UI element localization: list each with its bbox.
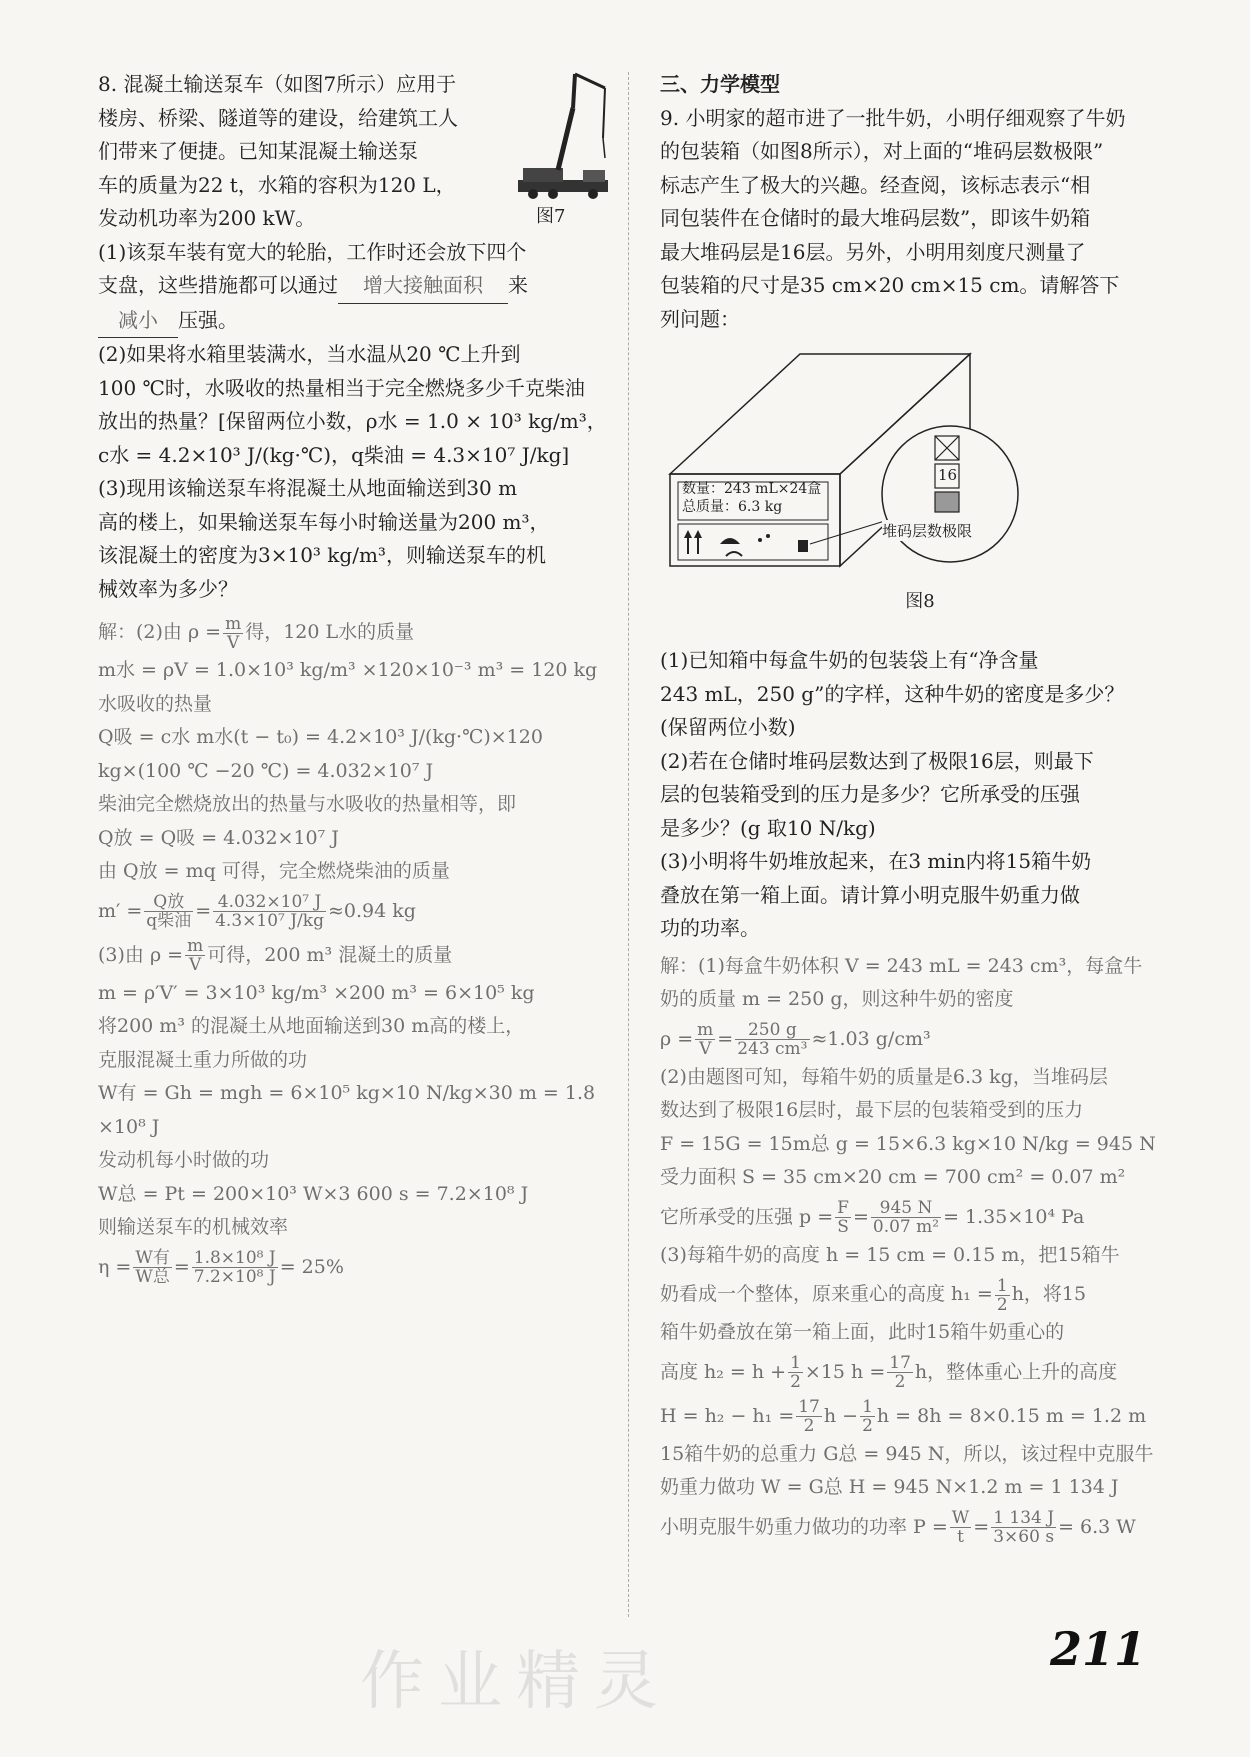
numerator: W有 — [135, 1248, 170, 1268]
solution-line — [660, 1017, 1180, 1061]
text: = — [173, 1255, 190, 1278]
q9-solution — [660, 950, 1180, 1549]
fraction — [788, 1354, 803, 1391]
solution-line: 解：(1)每盒牛奶体积 V = 243 mL = 243 cm³，每盒牛 — [660, 954, 1143, 977]
text: H = h₂ − h₁ = — [660, 1404, 795, 1427]
q8-part2-line: 100 ℃时，水吸收的热量相当于完全燃烧多少千克柴油 — [98, 375, 585, 400]
fraction — [133, 1249, 171, 1286]
fill-blank-answer: 增大接触面积 — [338, 269, 508, 304]
solution-line — [660, 1272, 1180, 1316]
q9-stem-line: 标志产生了极大的兴趣。经查阅，该标志表示“相 — [660, 172, 1091, 197]
milk-box-figure — [660, 344, 1180, 644]
numerator: 1.8×10⁸ J — [193, 1248, 276, 1268]
text: h − — [823, 1404, 859, 1427]
text: 压强。 — [178, 307, 238, 332]
solution-line: Q放 = Q吸 = 4.032×10⁷ J — [98, 826, 339, 849]
solution-line: 将200 m³ 的混凝土从地面输送到30 m高的楼上， — [98, 1015, 525, 1037]
solution-line — [660, 1394, 1180, 1438]
solution-line: ×10⁸ J — [98, 1115, 160, 1138]
q9-stem-line: 9. 小明家的超市进了一批牛奶，小明仔细观察了牛奶 — [660, 105, 1126, 130]
text: ≈0.94 kg — [327, 899, 416, 922]
q8-stem-line: 们带来了便捷。已知某混凝土输送泵 — [98, 139, 418, 163]
text: = 25% — [279, 1255, 344, 1278]
solution-line — [98, 610, 618, 654]
text: m′ = — [98, 899, 143, 922]
fraction — [991, 1509, 1056, 1546]
column-divider — [628, 72, 629, 1617]
solution-line: m水 = ρV = 1.0×10³ kg/m³ ×120×10⁻³ m³ = 120 kg — [98, 659, 598, 681]
fraction — [144, 893, 193, 930]
text: 奶看成一个整体，原来重心的高度 h₁ = — [660, 1283, 993, 1305]
numerator: m — [225, 613, 242, 634]
denominator: q柴油 — [146, 911, 192, 931]
solution-line: m = ρ′V′ = 3×10³ kg/m³ ×200 m³ = 6×10⁵ kg — [98, 981, 535, 1004]
stack-limit-label: 堆码层数极限 — [882, 522, 973, 540]
text: h，整体重心上升的高度 — [914, 1360, 1118, 1383]
figure-7-caption: 图7 — [536, 206, 566, 227]
fraction — [950, 1509, 971, 1546]
text: h = 8h = 8×0.15 m = 1.2 m — [876, 1404, 1147, 1427]
q9-part1-line: (保留两位小数) — [660, 715, 796, 739]
watermark: 作业精灵 — [360, 1645, 672, 1719]
numerator: 17 — [798, 1397, 820, 1417]
q9-part3-line: 叠放在第一箱上面。请计算小明克服牛奶重力做 — [660, 882, 1080, 907]
numerator: m — [187, 936, 204, 956]
text: = 1.35×10⁴ Pa — [943, 1205, 1085, 1228]
quantity-label: 数量：243 mL×24盒 — [682, 481, 822, 497]
solution-line: 水吸收的热量 — [98, 692, 213, 715]
denominator: V — [227, 632, 240, 653]
milk-box-drawing — [660, 344, 1180, 584]
q9-stem-line: 包装箱的尺寸是35 cm×20 cm×15 cm。请解答下 — [660, 273, 1120, 297]
q8-stem-line: 车的质量为22 t，水箱的容积为120 L， — [98, 172, 456, 197]
fraction — [887, 1354, 913, 1391]
text: = 6.3 W — [1058, 1515, 1136, 1538]
numerator: 17 — [889, 1353, 911, 1373]
fraction — [835, 1199, 851, 1236]
solution-line — [98, 889, 618, 933]
fraction — [192, 1249, 278, 1286]
text: = — [852, 1205, 869, 1228]
denominator: V — [699, 1039, 712, 1059]
text: = — [717, 1027, 734, 1050]
solution-line: 数达到了极限16层时，最下层的包装箱受到的压力 — [660, 1099, 1084, 1121]
page-number: 211 — [1050, 1622, 1147, 1676]
q8-part2-line: c水 = 4.2×10³ J/(kg·℃)，q柴油 = 4.3×10⁷ J/kg] — [98, 442, 570, 467]
denominator: S — [837, 1217, 849, 1237]
q8-part3-line: 械效率为多少？ — [98, 576, 238, 601]
solution-line: 奶重力做功 W = G总 H = 945 N×1.2 m = 1 134 J — [660, 1476, 1119, 1498]
fraction — [185, 937, 205, 974]
fill-blank-answer: 减小 — [98, 304, 178, 339]
q9-stem-line: 同包装件在仓储时的最大堆码层数”，即该牛奶箱 — [660, 206, 1091, 230]
q8-part3-line: 高的楼上，如果输送泵车每小时输送量为200 m³， — [98, 509, 550, 534]
solution-line: 则输送泵车的机械效率 — [98, 1216, 289, 1238]
numerator: W — [951, 1508, 970, 1528]
denominator: 2 — [862, 1416, 873, 1436]
q8-solution — [98, 610, 618, 1289]
text: 支盘，这些措施都可以通过 — [98, 273, 338, 297]
q9-part1-line: 243 mL，250 g”的字样，这种牛奶的密度是多少？ — [660, 681, 1125, 706]
solution-line — [660, 1505, 1180, 1549]
box-label — [682, 480, 821, 516]
numerator: F — [837, 1198, 849, 1218]
concrete-pump-truck-figure — [513, 68, 613, 203]
solution-line — [98, 1245, 618, 1289]
text: h，将15 — [1011, 1283, 1087, 1305]
text: = — [195, 899, 212, 922]
fraction — [871, 1199, 941, 1236]
denominator: 2 — [803, 1416, 815, 1436]
stack-limit-number: 16 — [938, 466, 958, 484]
text: ×15 h = — [804, 1360, 886, 1383]
solution-line — [660, 1350, 1180, 1394]
solution-line: F = 15G = 15m总 g = 15×6.3 kg×10 N/kg = 945 N — [660, 1132, 1156, 1155]
text: 来 — [508, 273, 528, 297]
fraction — [223, 615, 243, 652]
solution-line: (2)由题图可知，每箱牛奶的质量是6.3 kg，当堆码层 — [660, 1065, 1108, 1088]
q8-part2-line: (2)如果将水箱里装满水，当水温从20 ℃上升到 — [98, 342, 521, 366]
numerator: 945 N — [871, 1199, 941, 1218]
q9-stem-line: 列问题： — [660, 306, 740, 331]
solution-line — [660, 1195, 1180, 1239]
q8-part1-line — [98, 269, 618, 304]
denominator: 2 — [894, 1372, 906, 1392]
solution-line: W总 = Pt = 200×10³ W×3 600 s = 7.2×10⁸ J — [98, 1182, 529, 1205]
solution-line — [98, 933, 618, 977]
solution-line: 柴油完全燃烧放出的热量与水吸收的热量相等，即 — [98, 793, 517, 815]
q8-part2-line: 放出的热量？[保留两位小数，ρ水 = 1.0 × 10³ kg/m³， — [98, 409, 607, 433]
q8-part1-line — [98, 304, 618, 339]
text: (3)由 ρ = — [98, 943, 184, 966]
denominator: 4.3×10⁷ J/kg — [215, 911, 324, 931]
numerator: 1 — [862, 1397, 873, 1417]
q9-part2-line: (2)若在仓储时堆码层数达到了极限16层，则最下 — [660, 748, 1094, 773]
q8-stem-line: 发动机功率为200 kW。 — [98, 206, 316, 230]
solution-line: 克服混凝土重力所做的功 — [98, 1048, 308, 1071]
fraction — [213, 893, 326, 930]
q9-part2-line: 层的包装箱受到的压力是多少？它所承受的压强 — [660, 782, 1080, 806]
q9-stem-line: 的包装箱（如图8所示），对上面的“堆码层数极限” — [660, 139, 1104, 163]
fraction — [796, 1398, 822, 1435]
denominator: 2 — [790, 1372, 801, 1392]
solution-line: 15箱牛奶的总重力 G总 = 945 N，所以，该过程中克服牛 — [660, 1442, 1154, 1465]
solution-line: Q吸 = c水 m水(t − t₀) = 4.2×10³ J/(kg·℃)×120 — [98, 726, 543, 748]
q9-part3-line: 功的功率。 — [660, 916, 760, 940]
solution-line: W有 = Gh = mgh = 6×10⁵ kg×10 N/kg×30 m = 1.8 — [98, 1082, 596, 1104]
numerator: 1 134 J — [993, 1508, 1055, 1528]
fraction — [735, 1021, 809, 1058]
denominator: 3×60 s — [993, 1527, 1055, 1547]
solution-line: 奶的质量 m = 250 g，则这种牛奶的密度 — [660, 988, 1014, 1010]
numerator: Q放 — [144, 893, 193, 912]
numerator: 4.032×10⁷ J — [213, 893, 326, 912]
fraction — [695, 1021, 715, 1058]
denominator: W总 — [135, 1267, 170, 1287]
solution-line: (3)每箱牛奶的高度 h = 15 cm = 0.15 m，把15箱牛 — [660, 1243, 1120, 1266]
numerator: 1 — [790, 1353, 801, 1373]
numerator: m — [697, 1020, 714, 1040]
denominator: 2 — [996, 1294, 1008, 1315]
denominator: 0.07 m² — [872, 1217, 940, 1237]
text: 解：(2)由 ρ = — [98, 621, 222, 643]
q9-part2-line: 是多少？(g 取10 N/kg) — [660, 815, 876, 840]
q9-stem-line: 最大堆码层是16层。另外，小明用刻度尺测量了 — [660, 239, 1086, 264]
text: 得，120 L水的质量 — [245, 621, 415, 643]
q8-part3-line: (3)现用该输送泵车将混凝土从地面输送到30 m — [98, 476, 518, 500]
text: 它所承受的压强 p = — [660, 1205, 834, 1228]
text: η = — [98, 1255, 132, 1278]
q8-stem-line: 楼房、桥梁、隧道等的建设，给建筑工人 — [98, 105, 458, 130]
solution-line: 发动机每小时做的功 — [98, 1149, 270, 1171]
solution-line: 箱牛奶叠放在第一箱上面，此时15箱牛奶重心的 — [660, 1321, 1065, 1343]
figure-8-caption: 图8 — [905, 591, 935, 612]
denominator: t — [957, 1527, 964, 1547]
mass-label: 总质量：6.3 kg — [682, 499, 783, 515]
text: ρ = — [660, 1027, 694, 1050]
q9-part1-line: (1)已知箱中每盒牛奶的包装袋上有“净含量 — [660, 648, 1039, 672]
fraction — [995, 1277, 1010, 1314]
question-8 — [98, 68, 618, 1289]
text: 高度 h₂ = h + — [660, 1360, 787, 1383]
solution-line: 受力面积 S = 35 cm×20 cm = 700 cm² = 0.07 m² — [660, 1166, 1126, 1188]
denominator: 7.2×10⁸ J — [193, 1267, 276, 1287]
fraction — [860, 1398, 875, 1435]
solution-line: kg×(100 ℃ −20 ℃) = 4.032×10⁷ J — [98, 759, 434, 782]
text: 小明克服牛奶重力做功的功率 P = — [660, 1515, 948, 1538]
numerator: 1 — [996, 1275, 1008, 1296]
denominator: 243 cm³ — [737, 1039, 808, 1059]
denominator: V — [189, 955, 202, 975]
q8-part3-line: 该混凝土的密度为3×10³ kg/m³，则输送泵车的机 — [98, 543, 546, 567]
section-title: 三、力学模型 — [660, 72, 780, 96]
text: ≈1.03 g/cm³ — [811, 1027, 931, 1050]
q9-part3-line: (3)小明将牛奶堆放起来，在3 min内将15箱牛奶 — [660, 849, 1092, 873]
q8-stem-line: 8. 混凝土输送泵车（如图7所示）应用于 — [98, 72, 457, 96]
q8-part1-line: (1)该泵车装有宽大的轮胎，工作时还会放下四个 — [98, 239, 527, 264]
question-9 — [660, 68, 1180, 1549]
numerator: 250 g — [735, 1021, 809, 1040]
text: = — [973, 1515, 990, 1538]
text: 可得，200 m³ 混凝土的质量 — [207, 943, 453, 966]
solution-line: 由 Q放 = mq 可得，完全燃烧柴油的质量 — [98, 860, 450, 882]
